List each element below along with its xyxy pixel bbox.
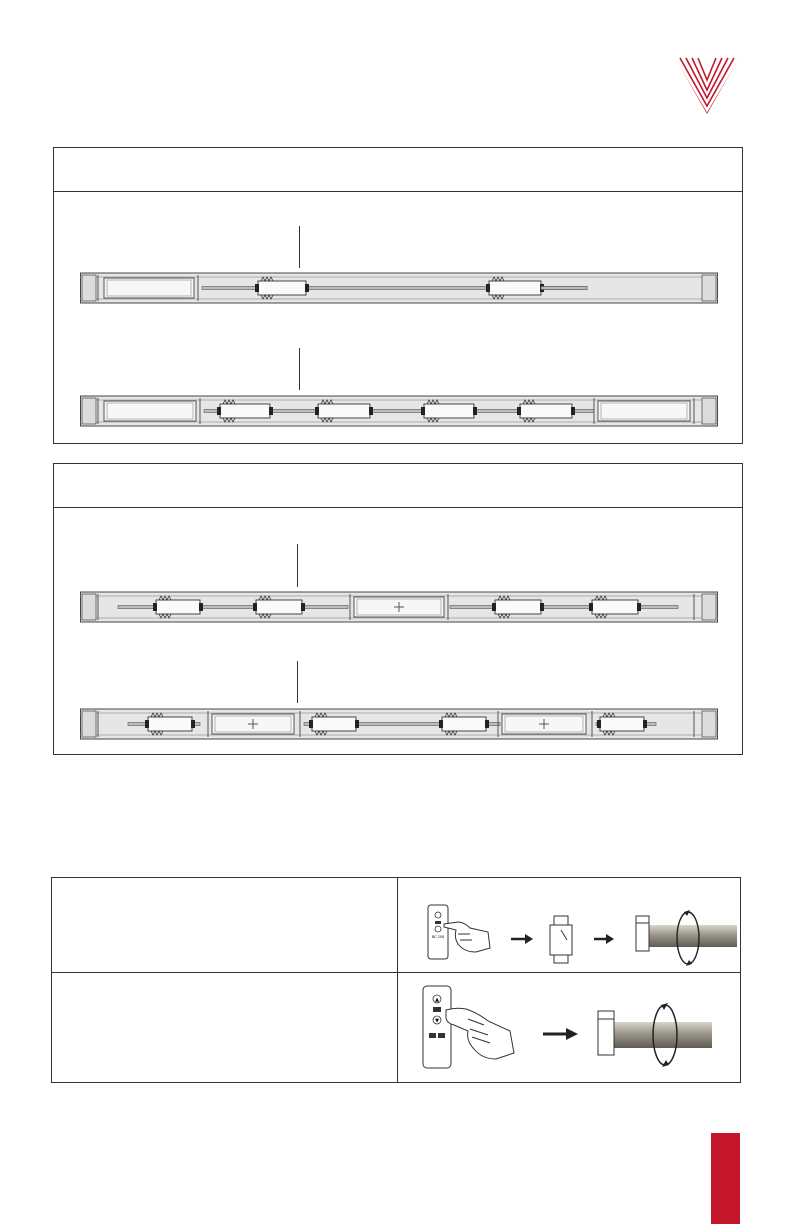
panel-a-track-2-pointer [299, 348, 300, 390]
rail-drive-rod [450, 606, 678, 609]
panel-b-track-1-rail [80, 591, 718, 623]
rail-drawing [80, 708, 718, 740]
rail-end-cap [82, 594, 96, 620]
panel-a-track-1-pointer [299, 226, 300, 268]
rail-motor-unit [354, 597, 444, 617]
instruction-row-2-text-cell [51, 972, 398, 1083]
rail-motor-unit [502, 714, 586, 734]
page-tab-marker [711, 1133, 740, 1224]
rail-motor-unit [212, 714, 294, 734]
instruction-row-1-figure-cell [397, 877, 741, 973]
panel-b-track-2-pointer [297, 661, 298, 703]
rail-motor-unit [104, 278, 194, 298]
instruction-row-2-figure-cell [397, 972, 741, 1083]
circuit-breaker-icon [550, 916, 572, 963]
rail-end-cap [82, 275, 96, 301]
rail-end-cap [702, 711, 716, 737]
rail-drawing [80, 395, 718, 427]
panel-b-header [54, 464, 742, 508]
rail-drive-rod [118, 606, 348, 609]
arrow-right-icon [594, 934, 614, 944]
rail-end-cap [82, 398, 96, 424]
rail-drawing [80, 591, 718, 623]
motor-rotation-icon [636, 910, 737, 966]
remote-control-icon [428, 905, 448, 959]
panel-b-track-1-pointer [297, 544, 298, 587]
arrow-right-icon [511, 934, 533, 944]
remote-small-label: BC 2X8 [431, 935, 445, 939]
rail-motor-unit [104, 401, 196, 421]
panel-a-track-2-rail [80, 395, 718, 427]
arrow-right-icon [543, 1028, 578, 1040]
brand-v-logo-icon [674, 56, 740, 116]
rail-end-cap [702, 275, 716, 301]
rail-end-cap [82, 711, 96, 737]
pointing-hand-icon [446, 1008, 514, 1059]
rail-motor-unit [598, 401, 690, 421]
remote-control-icon [423, 986, 451, 1068]
rail-end-cap [702, 398, 716, 424]
panel-a-header [54, 148, 742, 192]
instruction-row-1-text-cell [51, 877, 398, 973]
panel-a-track-1-rail [80, 272, 718, 304]
rail-drawing [80, 272, 718, 304]
remote-down-glyph: ▼ [435, 1018, 439, 1024]
remote-up-glyph: ▲ [435, 997, 439, 1003]
panel-b-track-2-rail [80, 708, 718, 740]
rail-drive-rod [541, 287, 587, 290]
rail-end-cap [702, 594, 716, 620]
pointing-hand-icon [444, 922, 490, 952]
motor-rotation-icon [598, 1003, 712, 1067]
